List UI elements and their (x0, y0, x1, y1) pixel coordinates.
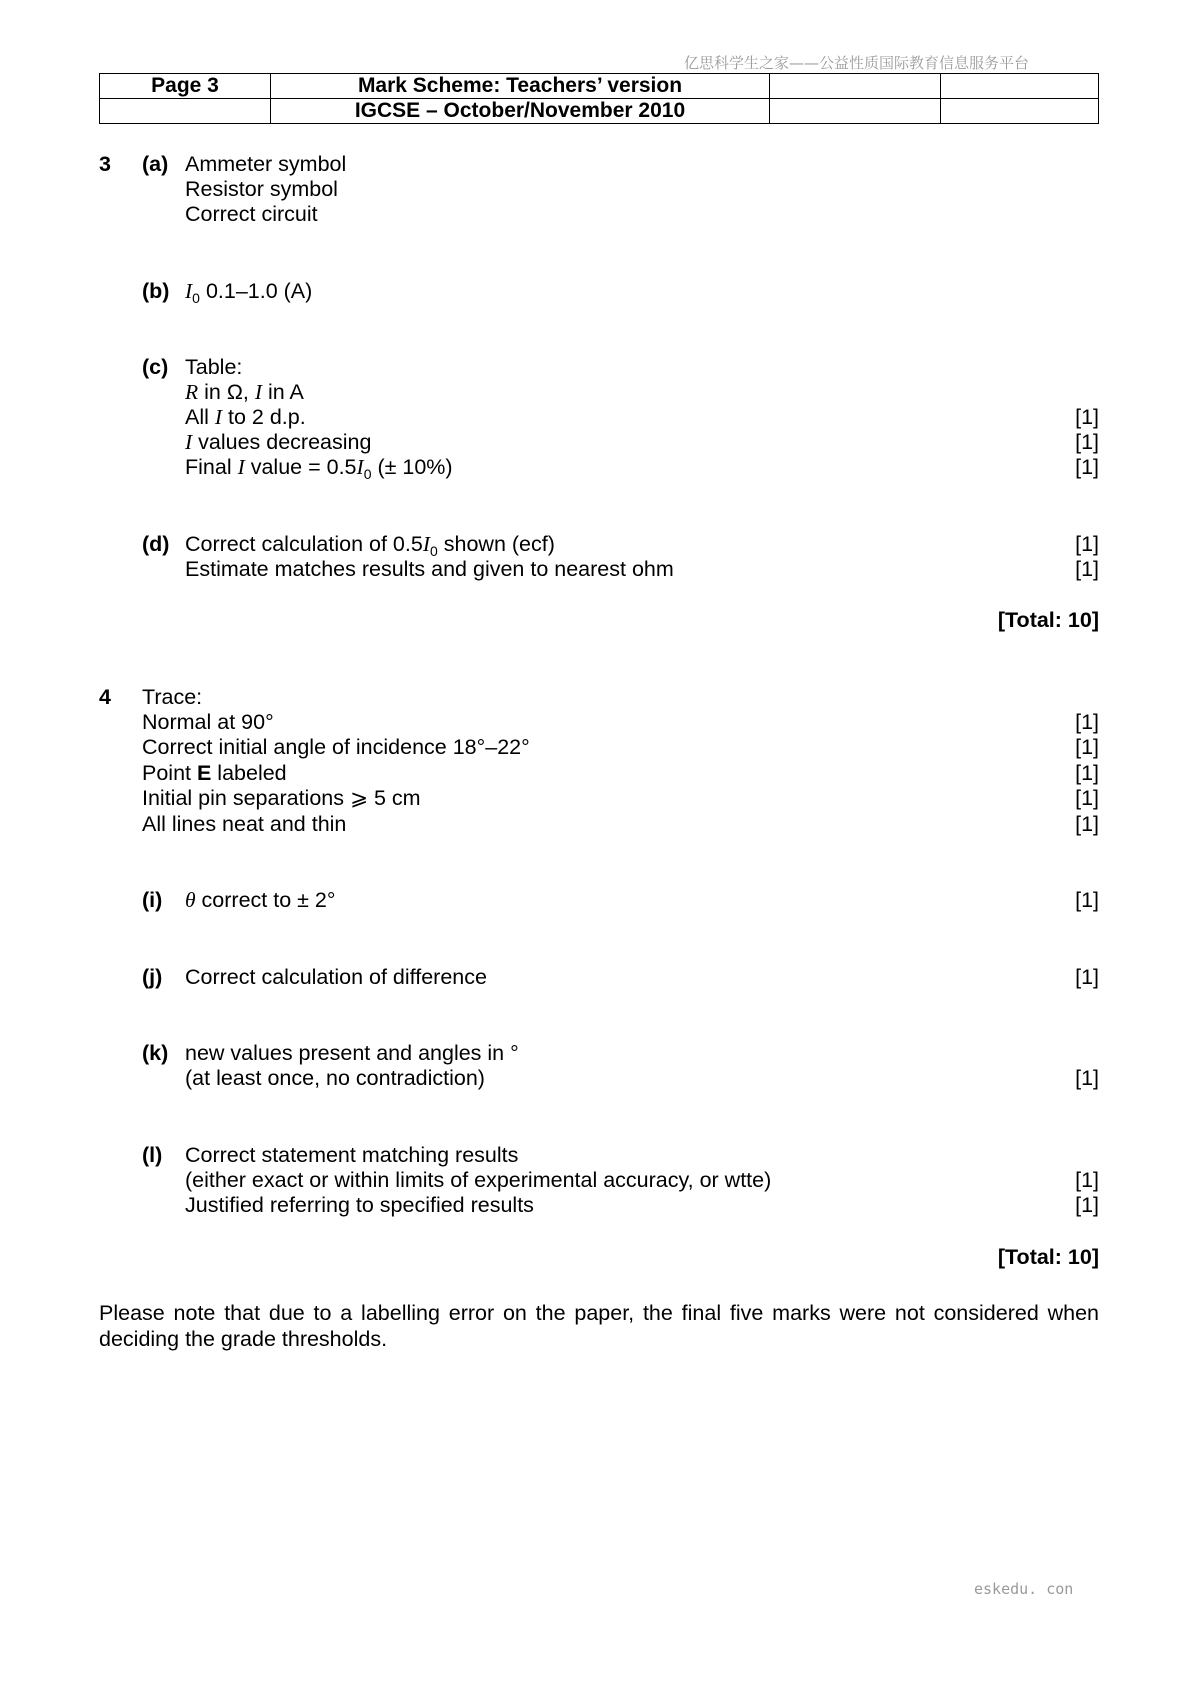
mark-allocation: [1] (1075, 761, 1099, 785)
answer-line: Correct calculation of difference (185, 965, 487, 989)
mark-allocation: [1] (1075, 557, 1099, 581)
answer-line: Point E labeled (142, 761, 287, 785)
page-title: Mark Scheme: Teachers’ version (271, 74, 770, 99)
mark-allocation: [1] (1075, 532, 1099, 556)
part-label: (l) (142, 1143, 163, 1167)
answer-line: θ correct to ± 2° (185, 888, 336, 912)
answer-line: new values present and angles in ° (185, 1041, 519, 1065)
part-label: (j) (142, 965, 163, 989)
part-label: (i) (142, 888, 163, 912)
header-empty-cell (100, 99, 271, 124)
header-table (99, 73, 1099, 124)
total-marks: [Total: 10] (997, 1245, 1099, 1269)
page-number: Page 3 (100, 74, 271, 99)
answer-line: Estimate matches results and given to nearest ohm (185, 557, 674, 581)
part-label: (d) (142, 532, 170, 556)
answer-line: Correct circuit (185, 202, 318, 226)
answer-line: All I to 2 d.p. (185, 405, 306, 429)
answer-line: Correct statement matching results (185, 1143, 519, 1167)
answer-line: I values decreasing (185, 430, 372, 454)
answer-line: Normal at 90° (142, 710, 274, 734)
mark-allocation: [1] (1075, 1193, 1099, 1217)
page-subtitle: IGCSE – October/November 2010 (271, 99, 770, 124)
header-empty-cell (941, 74, 1099, 99)
mark-allocation: [1] (1075, 965, 1099, 989)
grade-threshold-note: Please note that due to a labelling error on the paper, the final five marks were not considered when deciding the grade thresholds. (99, 1301, 1099, 1351)
answer-line: All lines neat and thin (142, 812, 347, 836)
answer-line: Justified referring to specified results (185, 1193, 534, 1217)
watermark-top: 亿思科学生之家——公益性质国际教育信息服务平台 (684, 54, 1030, 72)
watermark-bottom: eskedu. con (974, 1580, 1074, 1598)
answer-line: Resistor symbol (185, 177, 338, 201)
mark-allocation: [1] (1075, 1066, 1099, 1090)
mark-allocation: [1] (1075, 710, 1099, 734)
mark-allocation: [1] (1075, 888, 1099, 912)
mark-allocation: [1] (1075, 786, 1099, 810)
answer-line: Initial pin separations ⩾ 5 cm (142, 786, 421, 810)
mark-allocation: [1] (1075, 430, 1099, 454)
mark-allocation: [1] (1075, 812, 1099, 836)
total-marks: [Total: 10] (997, 608, 1099, 632)
header-empty-cell (941, 99, 1099, 124)
header-empty-cell (770, 74, 941, 99)
header-empty-cell (770, 99, 941, 124)
mark-allocation: [1] (1075, 735, 1099, 759)
answer-line: Ammeter symbol (185, 152, 347, 176)
mark-allocation: [1] (1075, 1168, 1099, 1192)
mark-allocation: [1] (1075, 455, 1099, 479)
part-label: (b) (142, 279, 170, 303)
question-number: 3 (99, 152, 111, 176)
mark-allocation: [1] (1075, 405, 1099, 429)
answer-line: (at least once, no contradiction) (185, 1066, 485, 1090)
part-label: (c) (142, 355, 169, 379)
answer-line: $I_0$ 0.1–1.0 (A) (185, 279, 313, 306)
answer-line: Correct calculation of $0.5I_0$ shown (ecf) (185, 532, 555, 559)
answer-line: Final I value = $0.5I_0$ (± 10%) (185, 455, 453, 482)
answer-line: Correct initial angle of incidence 18°–22° (142, 735, 530, 759)
answer-line: Trace: (142, 685, 203, 709)
answer-line: R in Ω, I in A (185, 380, 304, 404)
answer-line: Table: (185, 355, 243, 379)
part-label: (a) (142, 152, 169, 176)
part-label: (k) (142, 1041, 169, 1065)
answer-line: (either exact or within limits of experimental accuracy, or wtte) (185, 1168, 772, 1192)
question-number: 4 (99, 685, 111, 709)
